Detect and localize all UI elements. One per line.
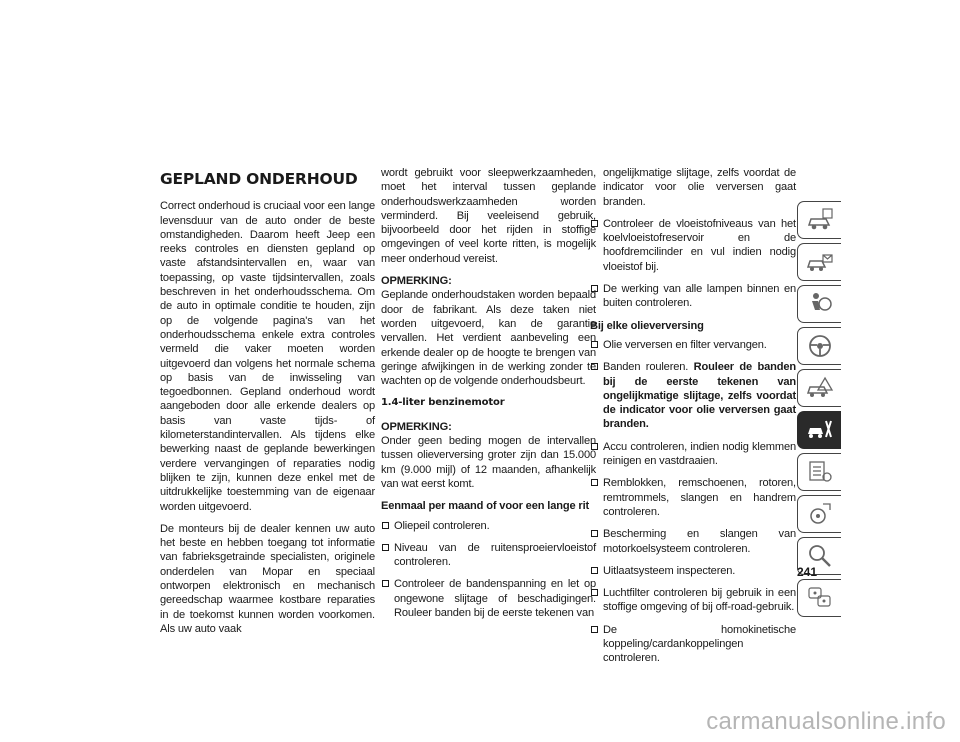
note-text: Onder geen beding mogen de intervallen tussen olieverversing groter zijn dan 15.000 km (9.000 mijl) of 12 maanden, afhankelijk van wat eerst komt. (381, 435, 596, 490)
tab-multimedia[interactable] (797, 495, 841, 533)
checkbox-icon (382, 522, 389, 529)
languages-icon (806, 585, 834, 611)
checklist-item (590, 440, 796, 469)
note-block (381, 420, 596, 491)
checkbox-icon (591, 443, 598, 450)
checklist-item (590, 476, 796, 519)
checklist-item (590, 564, 796, 578)
checklist-text: Oliepeil controleren. (394, 519, 490, 532)
checklist-item (381, 541, 596, 570)
note-label: OPMERKING: (381, 420, 452, 433)
checklist-item (590, 527, 796, 556)
car-service-tools-icon (806, 417, 834, 443)
section-heading: GEPLAND ONDERHOUD (160, 170, 358, 188)
checkbox-icon (382, 580, 389, 587)
checklist-continuation: ongelijkmatige slijtage, zelfs voordat de indicator voor olie verversen gaat branden. (603, 167, 796, 208)
checklist-item (590, 282, 796, 311)
checklist-text: Controleer de vloeistofniveaus van het koelvloeistofreservoir en de hoofdremcilinder en vul indien nodig vloeistof bij. (603, 217, 796, 273)
checkbox-icon (591, 285, 598, 292)
checkbox-icon (591, 567, 598, 574)
column-left (160, 172, 375, 644)
engine-heading: 1.4-liter benzinemotor (381, 397, 505, 409)
chapter-tabs (797, 201, 841, 621)
tab-service-maintenance[interactable] (797, 411, 841, 449)
page-number: 241 (797, 565, 818, 579)
checklist-text: Bescherming en slangen van motorkoelsysteem controleren. (603, 528, 796, 555)
checklist-text-bold: Rouleer de banden bij de eerste tekenen van ongelijkmatige slijtage, zelfs voordat de indicator voor olie verversen gaat branden. (603, 361, 796, 431)
checklist-text: Controleer de bandenspanning en let op ongewone slijtage of beschadigingen. Rouleer banden bij de eerste tekenen van (394, 578, 596, 620)
checklist-text: Luchtfilter controleren bij gebruik in een stoffige omgeving of bij off-road-gebruik. (603, 587, 796, 614)
monthly-heading: Eenmaal per maand of voor een lange rit (381, 500, 590, 513)
dealer-paragraph: De monteurs bij de dealer kennen uw auto het beste en hebben toegang tot informatie van fabrieksgetrainde specialisten, originele onderdelen van Mopar en speciaal ontworpen elektronisch en mechanisch gereedschap waarmee kostbare reparaties in de toekomst kunnen worden voorkomen. Als uw auto vaak (160, 522, 375, 635)
column-middle (381, 166, 596, 628)
checklist-text: Banden rouleren. (603, 361, 694, 374)
checklist-text: De homokinetische koppeling/cardankoppelingen controleren. (603, 623, 796, 665)
checkbox-icon (591, 530, 598, 537)
checkbox-icon (591, 363, 598, 370)
checklist-text: Niveau van de ruitensproeiervloeistof controleren. (394, 541, 596, 569)
steering-wheel-icon (806, 333, 834, 359)
car-warning-icon (806, 375, 834, 401)
checklist-item (381, 577, 596, 620)
tab-airbag[interactable] (797, 285, 841, 323)
tab-car-warning[interactable] (797, 369, 841, 407)
specifications-list-icon (806, 459, 834, 485)
checklist-text: Olie verversen en filter vervangen. (603, 338, 767, 351)
checklist-item (590, 338, 796, 352)
checklist-text: Uitlaatsysteem inspecteren. (603, 564, 736, 577)
towing-paragraph: wordt gebruikt voor sleepwerkzaamheden, moet het interval tussen geplande onderhoudswerkzaamheden worden verminderd. Bij veeleisend gebruik, bijvoorbeeld door het rijden in stoffige omgevingen of veel korte ritten, is mogelijk meer onderhoud vereist. (381, 167, 596, 265)
oil-change-heading: Bij elke olieverversing (590, 319, 704, 332)
checkbox-icon (591, 220, 598, 227)
note-label: OPMERKING: (381, 275, 452, 288)
watermark: carmanualsonline.info (706, 708, 946, 735)
note-block (381, 274, 596, 388)
airbag-person-icon (806, 291, 834, 317)
note-text: Geplande onderhoudstaken worden bepaald door de fabrikant. Als deze taken niet worden uitgevoerd, kan de garantie vervallen. Het verdient aanbeveling een erkende dealer op de hoogte te brengen van geringe afwijkingen in de werking zonder te wachten op de volgende onderhoudsbeurt. (381, 289, 596, 388)
tab-steering[interactable] (797, 327, 841, 365)
checkbox-icon (591, 479, 598, 486)
tab-car-key[interactable] (797, 243, 841, 281)
checklist-item (590, 217, 796, 274)
checklist-item (590, 623, 796, 666)
checkbox-icon (382, 544, 389, 551)
checklist-item (590, 586, 796, 615)
checklist-item (590, 360, 796, 431)
checklist-text: Accu controleren, indien nodig klemmen reinigen en vastdraaien. (603, 440, 796, 468)
car-key-icon (806, 249, 834, 275)
checkbox-icon (591, 626, 598, 633)
column-right (590, 166, 796, 674)
checklist-text: De werking van alle lampen binnen en buiten controleren. (603, 283, 796, 310)
checklist-text: Remblokken, remschoenen, rotoren, remtrommels, slangen en handrem controleren. (603, 477, 796, 518)
tab-car-info[interactable] (797, 201, 841, 239)
checkbox-icon (591, 341, 598, 348)
checklist-item (381, 519, 596, 533)
intro-paragraph: Correct onderhoud is cruciaal voor een lange levensduur van de auto onder de beste omstandigheden. Daarom heeft Jeep een reeks controles en diensten gepland op vaste afstandsintervallen en, waar van toepassing, op vaste tijdsintervallen, zoals beschreven in het onderhoudsschema. Om de auto in optimale conditie te houden, zijn op de volgende pagina's van het onderhoudsschema enkele extra controles vermeld die vaker moeten worden uitgevoerd dan volgens het normale schema op basis van de inwisseling van tegoedbonnen. Gepland onderhoud wordt aangeboden door alle erkende dealers op basis van vaste tijds- of kilometerstandintervallen. Als tijdens elke bewerking naast de geplande bewerkingen verdere vervangingen of reparaties nodig blijken te zijn, kunnen deze enkel met de uitdrukkelijke toestemming van de eigenaar worden uitgevoerd. (160, 200, 375, 513)
tab-specifications[interactable] (797, 453, 841, 491)
tab-languages[interactable] (797, 579, 841, 617)
checkbox-icon (591, 589, 598, 596)
car-info-icon (806, 207, 834, 233)
multimedia-icon (806, 501, 834, 527)
